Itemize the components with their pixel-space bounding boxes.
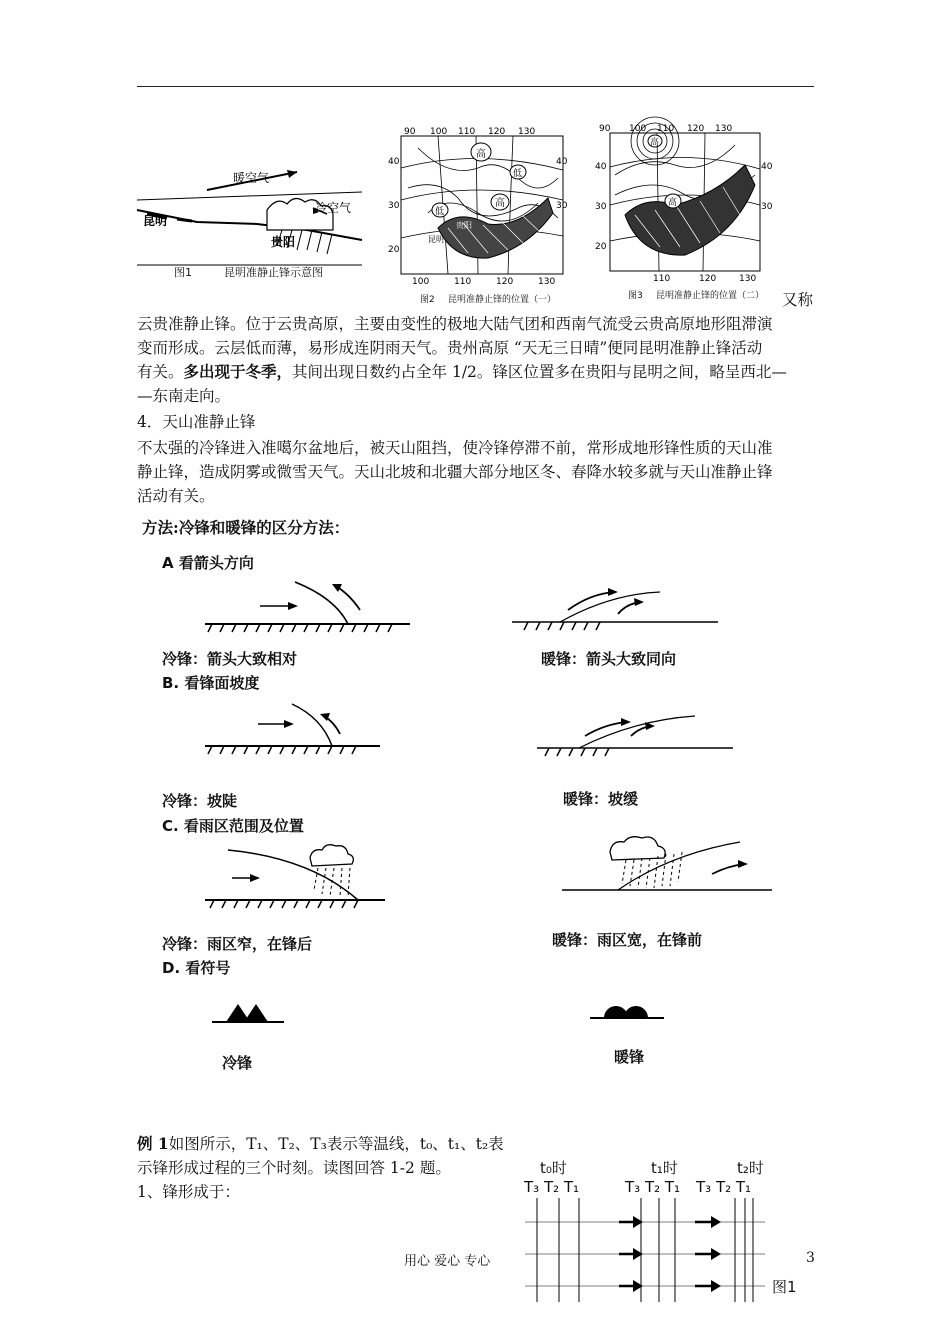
time-t0-label: t₀时	[540, 1159, 567, 1177]
fig2-lat-tick: 40	[388, 157, 400, 167]
page-number: 3	[806, 1250, 815, 1266]
paragraph-kunming-front	[137, 312, 817, 408]
text-line: 示锋形成过程的三个时刻。读图回答 1-2 题。	[137, 1159, 451, 1177]
text-line: 静止锋，造成阴雾或微雪天气。天山北坡和北疆大部分地区冬、春降水较多就与天山准静止锋	[137, 463, 773, 481]
text-line: 活动有关。	[137, 487, 215, 505]
isotherm-labels-t0: T₃ T₂ T₁	[524, 1178, 580, 1196]
fig2-high-label: 高	[476, 149, 486, 160]
question-1: 1、锋形成于：	[137, 1183, 240, 1201]
figure-3-caption: 昆明准静止锋的位置（二）	[656, 291, 765, 301]
method-c-warm-caption: 暖锋：雨区宽，在锋前	[552, 931, 703, 949]
fig3-lat-tick: 20	[595, 242, 607, 252]
method-title: 方法:冷锋和暖锋的区分方法：	[142, 518, 350, 537]
method-b-warm-caption: 暖锋：坡缓	[563, 790, 639, 808]
guiyang-label: 贵阳	[271, 235, 296, 249]
fig3-top-tick: 110	[657, 124, 675, 134]
fig3-bottom-tick: 130	[739, 274, 757, 284]
isotherm-diagram	[525, 1198, 765, 1302]
cold-air-label: 冷空气	[315, 201, 352, 215]
fig3-top-tick: 120	[687, 124, 705, 134]
fig2-lat-tick: 20	[388, 245, 400, 255]
fig2-top-tick: 130	[518, 127, 536, 137]
example-figure-caption: 图1	[772, 1278, 797, 1296]
method-d-cold-label: 冷锋	[222, 1054, 253, 1072]
cold-front-rain-diagram	[200, 842, 390, 912]
method-d-heading: D. 看符号	[162, 959, 231, 977]
time-t1-label: t₁时	[651, 1159, 678, 1177]
text-line: 不太强的冷锋进入准噶尔盆地后，被天山阻挡，使冷锋停滞不前，常形成地形锋性质的天山准	[137, 439, 773, 457]
text-line: 云贵准静止锋。位于云贵高原，主要由变性的极地大陆气团和西南气流受云贵高原地形阻滞演	[137, 315, 773, 333]
fig2-bottom-tick: 110	[454, 277, 472, 287]
fig2-high-label-2: 高	[495, 198, 505, 209]
fig2-lat-tick: 30	[388, 201, 400, 211]
text-line	[137, 360, 817, 384]
fig2-bottom-tick: 130	[538, 277, 556, 287]
fig2-top-tick: 110	[458, 127, 476, 137]
method-b-cold-caption: 冷锋：坡陡	[162, 792, 238, 810]
fig3-lat-tick-right: 40	[761, 162, 773, 172]
paragraph-tianshan-front	[137, 436, 817, 508]
fig2-top-tick: 100	[430, 127, 448, 137]
figure-2-map	[388, 127, 568, 287]
method-c-cold-caption: 冷锋：雨区窄，在锋后	[162, 935, 313, 953]
text-run: 有关。	[137, 363, 184, 381]
fig2-low-label: 低	[435, 207, 445, 217]
fig3-bottom-tick: 120	[699, 274, 717, 284]
fig3-top-tick: 130	[715, 124, 733, 134]
warm-front-arrows-diagram	[510, 586, 720, 636]
text-line: 变而形成。云层低而薄，易形成连阴雨天气。贵州高原 “天无三日晴”便同昆明准静止锋活动	[137, 339, 763, 357]
fig2-lat-tick-right: 40	[556, 157, 568, 167]
time-t2-label: t₂时	[737, 1159, 764, 1177]
method-d-warm-label: 暖锋	[614, 1048, 645, 1066]
figure-3-caption-number: 图3	[628, 291, 643, 301]
fig2-bottom-tick: 120	[496, 277, 514, 287]
method-b-heading: B. 看锋面坡度	[162, 674, 260, 692]
fig2-bottom-tick: 100	[412, 277, 430, 287]
figure-1-schematic	[137, 150, 367, 280]
figure-3-map	[595, 124, 773, 284]
figure-1-caption-number: 图1	[174, 266, 192, 279]
fig2-low-label-2: 低	[513, 169, 523, 179]
also-called-text: 又称	[782, 291, 814, 309]
text-line: —东南走向。	[137, 387, 231, 405]
isotherm-labels-t2: T₃ T₂ T₁	[696, 1178, 752, 1196]
text-line	[137, 1132, 817, 1156]
isotherm-labels-t1: T₃ T₂ T₁	[625, 1178, 681, 1196]
section-4-title: 4．天山准静止锋	[137, 413, 256, 431]
fig3-lat-tick: 30	[595, 202, 607, 212]
fig3-top-tick: 90	[599, 124, 611, 134]
bold-text-run: 多出现于冬季，	[183, 362, 293, 381]
method-c-heading: C. 看雨区范围及位置	[162, 817, 304, 835]
warm-front-rain-diagram	[560, 832, 775, 894]
fig3-lat-tick: 40	[595, 162, 607, 172]
fig3-top-tick: 100	[629, 124, 647, 134]
fig2-top-tick: 120	[488, 127, 506, 137]
fig3-high-label-2: 高	[668, 198, 678, 208]
method-a-cold-caption: 冷锋：箭头大致相对	[162, 650, 298, 668]
footer-motto: 用心 爱心 专心	[404, 1254, 491, 1269]
fig3-lat-tick-right: 30	[761, 202, 773, 212]
figure-1-caption: 昆明准静止锋示意图	[224, 266, 323, 279]
fig2-top-tick: 90	[404, 127, 416, 137]
fig2-guiyang-label: 贵阳	[456, 221, 472, 230]
example-label: 例 1	[137, 1134, 169, 1153]
warm-front-slope-diagram	[535, 712, 735, 760]
figure-2-caption-number: 图2	[420, 295, 435, 305]
header-rule	[137, 86, 814, 87]
text-run: 如图所示，T₁、T₂、T₃表示等温线，t₀、t₁、t₂表	[168, 1135, 504, 1153]
warm-front-symbol-icon	[590, 998, 666, 1022]
fig2-kunming-label: 昆明	[428, 235, 444, 244]
cold-front-symbol-icon	[212, 1000, 286, 1024]
cold-front-slope-diagram	[200, 700, 385, 756]
method-a-warm-caption: 暖锋：箭头大致同向	[541, 650, 677, 668]
text-run: 其间出现日数约占全年 1/2。锋区位置多在贵阳与昆明之间，略呈西北—	[292, 363, 787, 381]
fig3-bottom-tick: 110	[653, 274, 671, 284]
method-a-heading: A 看箭头方向	[162, 554, 254, 572]
figure-2-caption: 昆明准静止锋的位置（一）	[448, 295, 557, 305]
cold-front-arrows-diagram	[200, 580, 415, 636]
fig2-lat-tick-right: 30	[556, 201, 568, 211]
fig3-high-label: 高	[650, 138, 660, 148]
kunming-label: 昆明	[143, 214, 168, 228]
warm-air-label: 暖空气	[233, 171, 270, 185]
